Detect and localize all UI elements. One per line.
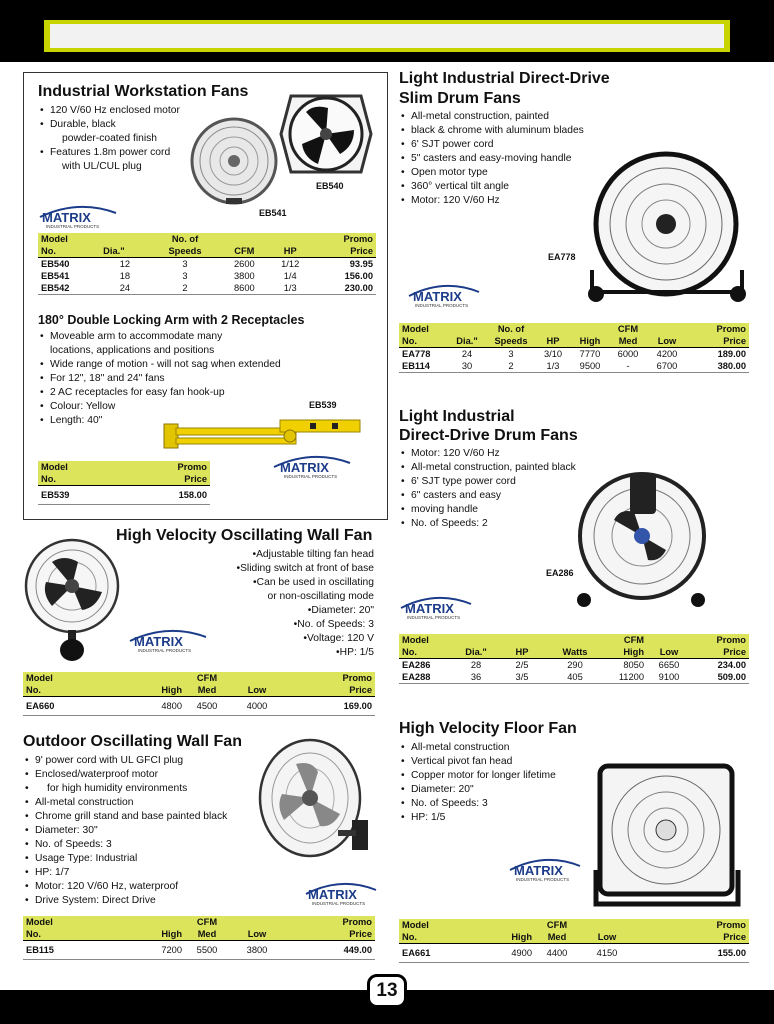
table-header: Low: [579, 931, 635, 944]
matrix-logo: [272, 453, 352, 484]
table-header: Promo: [691, 634, 749, 646]
table-header: High: [101, 684, 185, 697]
table-cell: 169.00: [285, 697, 375, 716]
label-eb541: EB541: [259, 208, 287, 218]
table-cell: 380.00: [687, 360, 749, 373]
table-cell: 230.00: [312, 282, 376, 295]
table-cell: EA286: [402, 660, 431, 670]
table-header: Med: [185, 928, 229, 941]
list-item: • Enclosed/waterproof motor: [23, 768, 283, 782]
table-header: [229, 916, 285, 928]
table-header: Price: [285, 684, 375, 697]
fan-image-ea286: [574, 460, 710, 614]
table-header: CFM: [220, 245, 268, 258]
table-header: Model: [23, 672, 101, 684]
list-item: • Diameter: 20": [200, 604, 374, 618]
table-cell: 4000: [229, 697, 285, 716]
table-row: [399, 659, 749, 672]
table-header: Promo: [687, 323, 749, 335]
logo-sub: INDUSTRIAL PRODUCTS: [284, 474, 338, 479]
list-item: • Diameter: 20": [399, 783, 599, 797]
table-cell: 3: [508, 349, 514, 359]
table-header-row: [23, 916, 375, 928]
header-band: [0, 24, 774, 48]
logo-text: MATRIX: [134, 634, 183, 649]
table-header: Price: [123, 473, 210, 486]
matrix-logo: [399, 594, 473, 625]
table-cell: 405: [543, 671, 607, 684]
table-cell: 11200: [607, 671, 647, 684]
table-header: [220, 233, 268, 245]
slim-table: [399, 323, 749, 373]
table-header-row: [399, 335, 749, 348]
table-header-row: [399, 634, 749, 646]
table-header: Price: [691, 646, 749, 659]
logo-text: MATRIX: [42, 210, 91, 225]
logo-text: MATRIX: [413, 289, 462, 304]
table-header: Low: [229, 684, 285, 697]
floor-table: [399, 919, 749, 963]
table-cell: 8050: [623, 660, 644, 670]
outdoor-table: [23, 916, 375, 960]
list-item: • 5" casters and easy-moving handle: [399, 152, 619, 166]
table-header: [471, 919, 535, 931]
list-item: • 360° vertical tilt angle: [399, 180, 619, 194]
table-cell: EB539: [38, 486, 123, 505]
table-header: No.: [399, 646, 451, 659]
table-cell: 6650: [658, 660, 680, 670]
table-cell: 4150: [579, 944, 635, 963]
table-header: [647, 634, 691, 646]
list-item: • Colour: Yellow: [38, 400, 383, 414]
table-header: Promo: [285, 672, 375, 684]
table-cell: 449.00: [285, 941, 375, 960]
list-item: • 120 V/60 Hz enclosed motor: [38, 104, 378, 118]
list-item: • All-metal construction: [399, 741, 599, 755]
table-header: No.: [38, 473, 123, 486]
list-item: or non-oscillating mode: [267, 591, 374, 602]
table-cell: 7200: [101, 941, 185, 960]
table-header-row: [23, 672, 375, 684]
table-header: Price: [635, 931, 749, 944]
table-cell: 24: [461, 349, 473, 359]
list-item: • Chrome grill stand and base painted black: [23, 810, 283, 824]
list-item: • Motor: 120 V/60 Hz: [399, 194, 619, 208]
workstation-title: Industrial Workstation Fans: [38, 83, 249, 100]
table-header: No.: [23, 684, 101, 697]
logo-sub: INDUSTRIAL PRODUCTS: [138, 648, 192, 653]
table-header: High: [101, 928, 185, 941]
logo-sub: INDUSTRIAL PRODUCTS: [415, 303, 469, 308]
outdoor-title: Outdoor Oscillating Wall Fan: [23, 733, 242, 750]
label-eb540: EB540: [316, 181, 344, 191]
list-item: • For 12", 18" and 24" fans: [38, 372, 383, 386]
header-accent-left: [44, 20, 50, 52]
table-header: Low: [647, 646, 691, 659]
logo-text: MATRIX: [280, 460, 329, 475]
table-cell: 2/5: [515, 660, 529, 670]
list-item: with UL/CUL plug: [62, 161, 142, 172]
fan-image-eb540: [276, 84, 376, 180]
table-cell: 4400: [535, 944, 579, 963]
table-cell: 2: [487, 360, 535, 373]
table-header: Model: [399, 634, 451, 646]
list-item: locations, applications and positions: [50, 345, 215, 356]
workstation-table: [38, 233, 376, 295]
table-cell: 2600: [234, 259, 255, 269]
list-item: • Open motor type: [399, 166, 619, 180]
logo-text: MATRIX: [405, 601, 454, 616]
table-header: High: [471, 931, 535, 944]
table-header: No.: [399, 931, 471, 944]
table-header: Med: [185, 684, 229, 697]
list-item: • 6' SJT type power cord: [399, 475, 599, 489]
list-item: • black & chrome with aluminum blades: [399, 124, 619, 138]
table-cell: 9100: [647, 671, 691, 684]
table-cell: 7770: [579, 349, 601, 359]
table-cell: EB114: [399, 360, 447, 373]
table-cell: 155.00: [635, 944, 749, 963]
table-row: [38, 258, 376, 271]
table-row: [399, 360, 749, 373]
table-header: No.: [399, 335, 447, 348]
list-item: • No. of Speeds: 3: [200, 618, 374, 632]
table-cell: EB542: [38, 282, 100, 295]
table-cell: 4500: [185, 697, 229, 716]
table-header: Model: [399, 323, 447, 335]
logo-sub: INDUSTRIAL PRODUCTS: [312, 901, 366, 906]
table-header: [543, 634, 607, 646]
logo-sub: INDUSTRIAL PRODUCTS: [407, 615, 461, 620]
table-header: [101, 672, 185, 684]
logo-text: MATRIX: [514, 863, 563, 878]
table-header: [571, 323, 609, 335]
floor-title: High Velocity Floor Fan: [399, 720, 577, 737]
list-item: • HP: 1/7: [23, 866, 283, 880]
table-header: Dia.": [451, 646, 501, 659]
table-header: Model: [38, 461, 123, 473]
matrix-logo: [407, 282, 481, 313]
list-item: • All-metal construction, painted: [399, 110, 619, 124]
list-item: • All-metal construction: [23, 796, 283, 810]
matrix-logo: [304, 880, 378, 911]
table-header-row: [23, 928, 375, 941]
table-cell: 9500: [571, 360, 609, 373]
table-header: CFM: [535, 919, 579, 931]
drum-title-2: Direct-Drive Drum Fans: [399, 427, 578, 444]
table-cell: 6000: [617, 349, 639, 359]
logo-sub: INDUSTRIAL PRODUCTS: [516, 877, 570, 882]
table-cell: 158.00: [123, 486, 210, 505]
fan-image-eb541: [186, 116, 286, 206]
slim-title-2: Slim Drum Fans: [399, 90, 521, 107]
table-cell: EB541: [41, 271, 70, 281]
header-cap-left: [0, 20, 48, 52]
table-cell: 18: [119, 271, 131, 281]
table-header: Med: [609, 335, 647, 348]
table-cell: 24: [100, 282, 150, 295]
drum-table: [399, 634, 749, 684]
table-cell: 2: [150, 282, 221, 295]
list-item: • Vertical pivot fan head: [399, 755, 599, 769]
list-item: • HP: 1/5: [399, 811, 599, 825]
table-header: Low: [647, 335, 687, 348]
table-cell: 93.95: [349, 259, 373, 269]
label-ea286: EA286: [546, 568, 574, 578]
table-header: Speeds: [487, 335, 535, 348]
table-cell: EA661: [399, 944, 471, 963]
table-header: Low: [229, 928, 285, 941]
table-cell: 8600: [220, 282, 268, 295]
list-item: • No. of Speeds: 3: [23, 838, 283, 852]
table-cell: 189.00: [717, 349, 746, 359]
table-cell: 3800: [229, 941, 285, 960]
list-item: • 6" casters and easy: [399, 489, 599, 503]
table-cell: 4200: [656, 349, 678, 359]
table-header: [535, 323, 571, 335]
table-header: CFM: [185, 672, 229, 684]
table-cell: 290: [567, 660, 583, 670]
list-item: • Sliding switch at front of base: [200, 562, 374, 576]
list-item: • Wide range of motion - will not sag when extended: [38, 358, 383, 372]
table-header: Promo: [635, 919, 749, 931]
table-header: [101, 916, 185, 928]
floor-bullets: [399, 741, 599, 825]
matrix-logo: [508, 856, 582, 887]
table-header: Price: [285, 928, 375, 941]
table-cell: 156.00: [344, 271, 373, 281]
table-row: [38, 486, 210, 505]
table-cell: 5500: [185, 941, 229, 960]
list-item: • Moveable arm to accommodate many: [38, 330, 383, 344]
list-item: • Diameter: 30": [23, 824, 283, 838]
table-header: [579, 919, 635, 931]
logo-sub: INDUSTRIAL PRODUCTS: [46, 224, 100, 229]
table-header: No. of: [150, 233, 221, 245]
table-header: [647, 323, 687, 335]
fan-image-ea660: [22, 536, 122, 664]
table-header: HP: [268, 245, 312, 258]
table-cell: 3: [182, 259, 188, 269]
list-item: powder-coated finish: [62, 133, 158, 144]
table-cell: 234.00: [717, 660, 746, 670]
table-row: [38, 282, 376, 295]
table-header: High: [607, 646, 647, 659]
table-header: [501, 634, 543, 646]
wall-bullets: [200, 548, 374, 660]
table-header: Med: [535, 931, 579, 944]
table-cell: 3: [182, 271, 188, 281]
table-cell: 3/10: [543, 349, 563, 359]
list-item: • Durable, black: [38, 118, 378, 132]
table-header-row: [38, 461, 210, 473]
outdoor-bullets: [23, 754, 283, 908]
arm-title: 180° Double Locking Arm with 2 Receptacles: [38, 313, 305, 327]
table-header: Dia.": [100, 245, 150, 258]
table-row: [399, 671, 749, 684]
table-header-row: [38, 245, 376, 258]
table-header: HP: [501, 646, 543, 659]
label-ea778: EA778: [548, 252, 576, 262]
list-item: • Motor: 120 V/60 Hz: [399, 447, 599, 461]
table-header: Price: [687, 335, 749, 348]
list-item: • 2 AC receptacles for easy fan hook-up: [38, 386, 383, 400]
list-item: • Features 1.8m power cord: [38, 146, 378, 160]
table-header: [268, 233, 312, 245]
table-row: [38, 270, 376, 282]
table-header: Promo: [123, 461, 210, 473]
arm-table: [38, 461, 210, 505]
list-item: • Adjustable tilting fan head: [200, 548, 374, 562]
table-row: [399, 944, 749, 963]
logo-text: MATRIX: [308, 887, 357, 902]
list-item: • 9' power cord with UL GFCI plug: [23, 754, 283, 768]
matrix-logo: [128, 627, 208, 658]
list-item: • Voltage: 120 V: [200, 632, 374, 646]
drum-title-1: Light Industrial: [399, 408, 515, 425]
table-cell: 1/4: [283, 271, 297, 281]
table-header: [229, 672, 285, 684]
table-cell: 30: [447, 360, 487, 373]
table-cell: 509.00: [691, 671, 749, 684]
table-cell: -: [609, 360, 647, 373]
fan-image-ea778: [582, 150, 752, 306]
list-item: • HP: 1/5: [200, 646, 374, 660]
table-cell: 4800: [101, 697, 185, 716]
table-cell: EA660: [23, 697, 101, 716]
arm-image-eb539: [160, 408, 370, 452]
table-cell: EA778: [402, 349, 431, 359]
table-header: No.: [38, 245, 100, 258]
table-cell: 3/5: [501, 671, 543, 684]
table-row: [23, 697, 375, 716]
table-header: CFM: [607, 634, 647, 646]
wall-table: [23, 672, 375, 716]
table-header: Model: [23, 916, 101, 928]
header-accent-right: [724, 20, 730, 52]
table-cell: EB540: [41, 259, 70, 269]
drum-bullets: [399, 447, 599, 531]
table-header-row: [38, 233, 376, 245]
table-header: Model: [38, 233, 100, 245]
wall-title: High Velocity Oscillating Wall Fan: [116, 527, 373, 544]
header-bar-bottom: [0, 52, 774, 62]
fan-image-eb115: [252, 736, 376, 866]
table-cell: 36: [451, 671, 501, 684]
table-header-row: [399, 919, 749, 931]
fan-image-ea661: [592, 760, 742, 910]
list-item: • Usage Type: Industrial: [23, 852, 283, 866]
table-cell: 28: [470, 660, 482, 670]
table-cell: EB115: [23, 941, 101, 960]
list-item: • moving handle: [399, 503, 599, 517]
table-header: CFM: [185, 916, 229, 928]
table-cell: 1/3: [268, 282, 312, 295]
table-header-row: [38, 473, 210, 486]
table-cell: 3800: [234, 271, 255, 281]
table-header: Speeds: [150, 245, 221, 258]
table-header-row: [399, 931, 749, 944]
list-item: • Drive System: Direct Drive: [23, 894, 283, 908]
table-header: Promo: [312, 233, 376, 245]
header-cap-right: [726, 20, 774, 52]
table-header: No. of: [487, 323, 535, 335]
table-header: CFM: [609, 323, 647, 335]
list-item: • No. of Speeds: 3: [399, 797, 599, 811]
table-row: [399, 348, 749, 361]
list-item: • Motor: 120 V/60 Hz, waterproof: [23, 880, 283, 894]
table-header: HP: [535, 335, 571, 348]
list-item: • Copper motor for longer lifetime: [399, 769, 599, 783]
label-eb539: EB539: [309, 400, 337, 410]
table-header: Watts: [543, 646, 607, 659]
table-header: [447, 323, 487, 335]
table-cell: 1/12: [281, 259, 300, 269]
matrix-logo: [38, 203, 118, 234]
list-item: • All-metal construction, painted black: [399, 461, 599, 475]
list-item: • 6' SJT power cord: [399, 138, 619, 152]
table-cell: EA288: [399, 671, 451, 684]
table-cell: 12: [119, 259, 131, 269]
page-number: 13: [367, 974, 407, 1008]
header-bar-top: [0, 0, 774, 20]
list-item: • No. of Speeds: 2: [399, 517, 599, 531]
table-header-row: [23, 684, 375, 697]
table-header: Dia.": [447, 335, 487, 348]
list-item: • Can be used in oscillating: [200, 576, 374, 590]
table-header: [100, 233, 150, 245]
table-cell: 6700: [647, 360, 687, 373]
table-header: Promo: [285, 916, 375, 928]
table-header: High: [571, 335, 609, 348]
table-header: [451, 634, 501, 646]
slim-title-1: Light Industrial Direct-Drive: [399, 70, 610, 87]
table-cell: 4900: [471, 944, 535, 963]
list-item: • Length: 40": [38, 414, 383, 428]
list-item: • for high humidity environments: [23, 782, 283, 796]
table-cell: 1/3: [535, 360, 571, 373]
table-header: Model: [399, 919, 471, 931]
table-header: Price: [312, 245, 376, 258]
table-header: No.: [23, 928, 101, 941]
table-header-row: [399, 323, 749, 335]
table-row: [23, 941, 375, 960]
table-header-row: [399, 646, 749, 659]
